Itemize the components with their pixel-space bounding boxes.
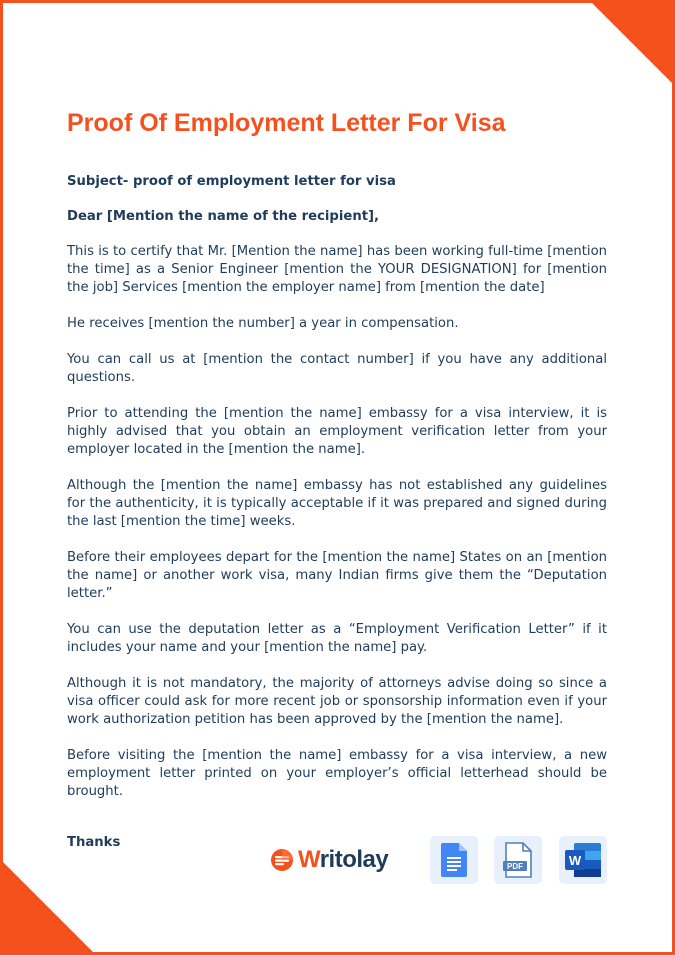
paragraph: Before visiting the [mention the name] embassy for a visa interview, a new employment letter printed on your employer’s official letterhead should be brought. — [67, 748, 607, 799]
letter-closing: Thanks — [67, 835, 121, 850]
corner-decoration-top-right — [589, 0, 675, 86]
pdf-download-button[interactable] — [494, 836, 542, 884]
google-docs-download-button[interactable] — [430, 836, 478, 884]
google-docs-icon — [441, 843, 467, 877]
brand-name-rest: ritolay — [319, 846, 389, 873]
writolay-logo-icon — [270, 848, 294, 872]
letter-greeting: Dear [Mention the name of the recipient], — [67, 209, 380, 224]
writolay-brand[interactable] — [270, 845, 388, 875]
pdf-label: PDF — [507, 862, 523, 871]
letter-subject: Subject- proof of employment letter for visa — [67, 174, 396, 189]
paragraph: He receives [mention the number] a year in compensation. — [67, 316, 459, 331]
paragraph: This is to certify that Mr. [Mention the name] has been working full-time [mention the time] as a Senior Engineer [mention the YOUR DESIGNATION] for [mention the job] Services [mention the employer name] from [mention the date] — [67, 244, 607, 295]
paragraph: Although the [mention the name] embassy has not established any guidelines for the authenticity, it is typically acceptable if it was prepared and signed during the last [mention the time] weeks. — [67, 478, 607, 529]
word-download-button[interactable] — [559, 836, 607, 884]
paragraph: Before their employees depart for the [mention the name] States on an [mention the name] or another work visa, many Indian firms give them the “Deputation letter.” — [67, 550, 607, 601]
brand-name-initial: W — [298, 846, 320, 873]
paragraph: Prior to attending the [mention the name] embassy for a visa interview, it is highly advised that you obtain an employment verification letter from your employer located in the [mention the name]. — [67, 406, 607, 457]
corner-decoration-bottom-left — [0, 859, 96, 955]
paragraph: Although it is not mandatory, the majority of attorneys advise doing so since a visa officer could ask for more recent job or sponsorship information even if your work authorization petition has been approved by the [mention the name]. — [67, 676, 607, 727]
word-label: W — [568, 853, 582, 868]
word-file-icon — [564, 842, 602, 878]
paragraph: You can call us at [mention the contact number] if you have any additional questions. — [67, 352, 607, 385]
brand-name — [298, 846, 388, 874]
document-title: Proof Of Employment Letter For Visa — [67, 109, 506, 137]
pdf-file-icon — [503, 842, 533, 878]
paragraph: You can use the deputation letter as a “Employment Verification Letter” if it includes your name and your [mention the name] pay. — [67, 622, 607, 655]
letter-body — [67, 173, 607, 819]
